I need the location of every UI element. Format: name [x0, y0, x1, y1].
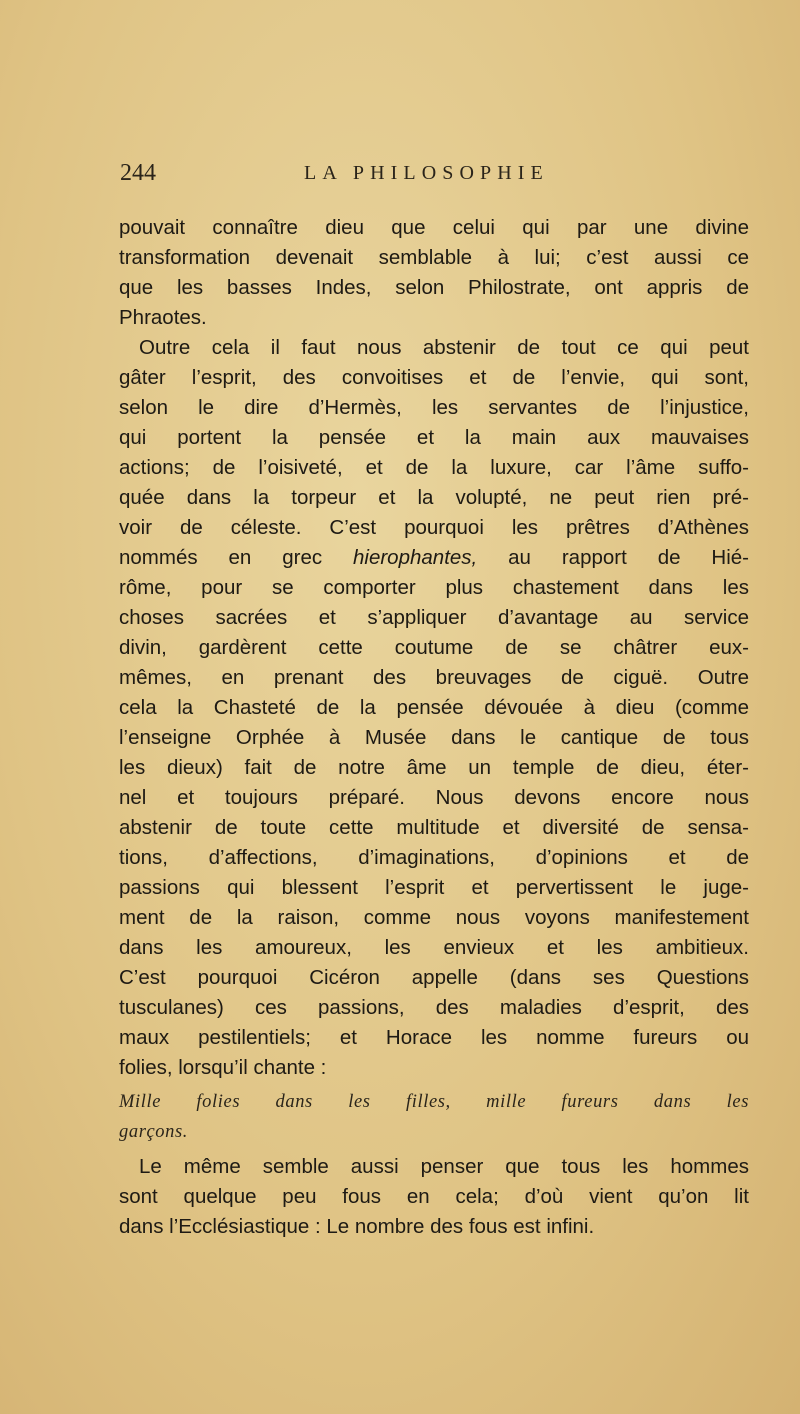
text-line: Le même semble aussi penser que tous les hommes — [139, 1155, 749, 1178]
text-line: rôme, pour se comporter plus chastement dans les — [119, 576, 749, 599]
text-line: mêmes, en prenant des breuvages de ciguë. Outre — [119, 666, 749, 689]
text-segment: au rapport de Hié- — [477, 546, 749, 569]
text-line: nel et toujours préparé. Nous devons encore nous — [119, 786, 749, 809]
text-line: l’enseigne Orphée à Musée dans le cantique de tous — [119, 726, 749, 749]
text-line: gâter l’esprit, des convoitises et de l’envie, qui sont, — [119, 366, 749, 389]
text-line: abstenir de toute cette multitude et diversité de sensa- — [119, 816, 749, 839]
text-line: passions qui blessent l’esprit et pervertissent le juge- — [119, 876, 749, 899]
text-line: maux pestilentiels; et Horace les nomme fureurs ou — [119, 1026, 749, 1049]
text-line: tions, d’affections, d’imaginations, d’opinions et de — [119, 846, 749, 869]
running-title: LA PHILOSOPHIE — [304, 162, 549, 184]
text-line: sont quelque peu fous en cela; d’où vient qu’on lit — [119, 1185, 749, 1208]
text-line: voir de céleste. C’est pourquoi les prêtres d’Athènes — [119, 516, 749, 539]
text-line: Outre cela il faut nous abstenir de tout ce qui peut — [139, 336, 749, 359]
text-line: tusculanes) ces passions, des maladies d’esprit, des — [119, 996, 749, 1019]
italic-term: hierophantes, — [353, 546, 478, 569]
paragraph-3 — [119, 1152, 749, 1242]
body-text — [119, 213, 749, 1242]
text-line: pouvait connaître dieu que celui qui par une divine — [119, 216, 749, 239]
text-line-with-italic — [119, 543, 749, 573]
quote-line: Mille folies dans les filles, mille fureurs dans les — [119, 1092, 749, 1112]
text-line: folies, lorsqu’il chante : — [119, 1056, 327, 1079]
text-line: divin, gardèrent cette coutume de se châtrer eux- — [119, 636, 749, 659]
verse-quote — [119, 1087, 749, 1147]
text-line: actions; de l’oisiveté, et de la luxure, car l’âme suffo- — [119, 456, 749, 479]
text-line: Phraotes. — [119, 306, 207, 329]
text-line: choses sacrées et s’appliquer d’avantage au service — [119, 606, 749, 629]
running-header — [0, 160, 800, 190]
text-line: dans l’Ecclésiastique : Le nombre des fous est infini. — [119, 1215, 595, 1238]
text-line: selon le dire d’Hermès, les servantes de l’injustice, — [119, 396, 749, 419]
text-line: dans les amoureux, les envieux et les ambitieux. — [119, 936, 749, 959]
text-line: ment de la raison, comme nous voyons manifestement — [119, 906, 749, 929]
text-line: qui portent la pensée et la main aux mauvaises — [119, 426, 749, 449]
text-line: cela la Chasteté de la pensée dévouée à dieu (comme — [119, 696, 749, 719]
text-line: que les basses Indes, selon Philostrate, ont appris de — [119, 276, 749, 299]
text-line: quée dans la torpeur et la volupté, ne peut rien pré- — [119, 486, 749, 509]
text-line: C’est pourquoi Cicéron appelle (dans ses Questions — [119, 966, 749, 989]
quote-line: garçons. — [119, 1122, 189, 1142]
text-line: les dieux) fait de notre âme un temple de dieu, éter- — [119, 756, 749, 779]
paragraph-2 — [119, 333, 749, 1083]
text-segment: nommés en grec — [119, 546, 353, 569]
page-number: 244 — [120, 160, 156, 186]
paragraph-1 — [119, 213, 749, 333]
text-line: transformation devenait semblable à lui; c’est aussi ce — [119, 246, 749, 269]
